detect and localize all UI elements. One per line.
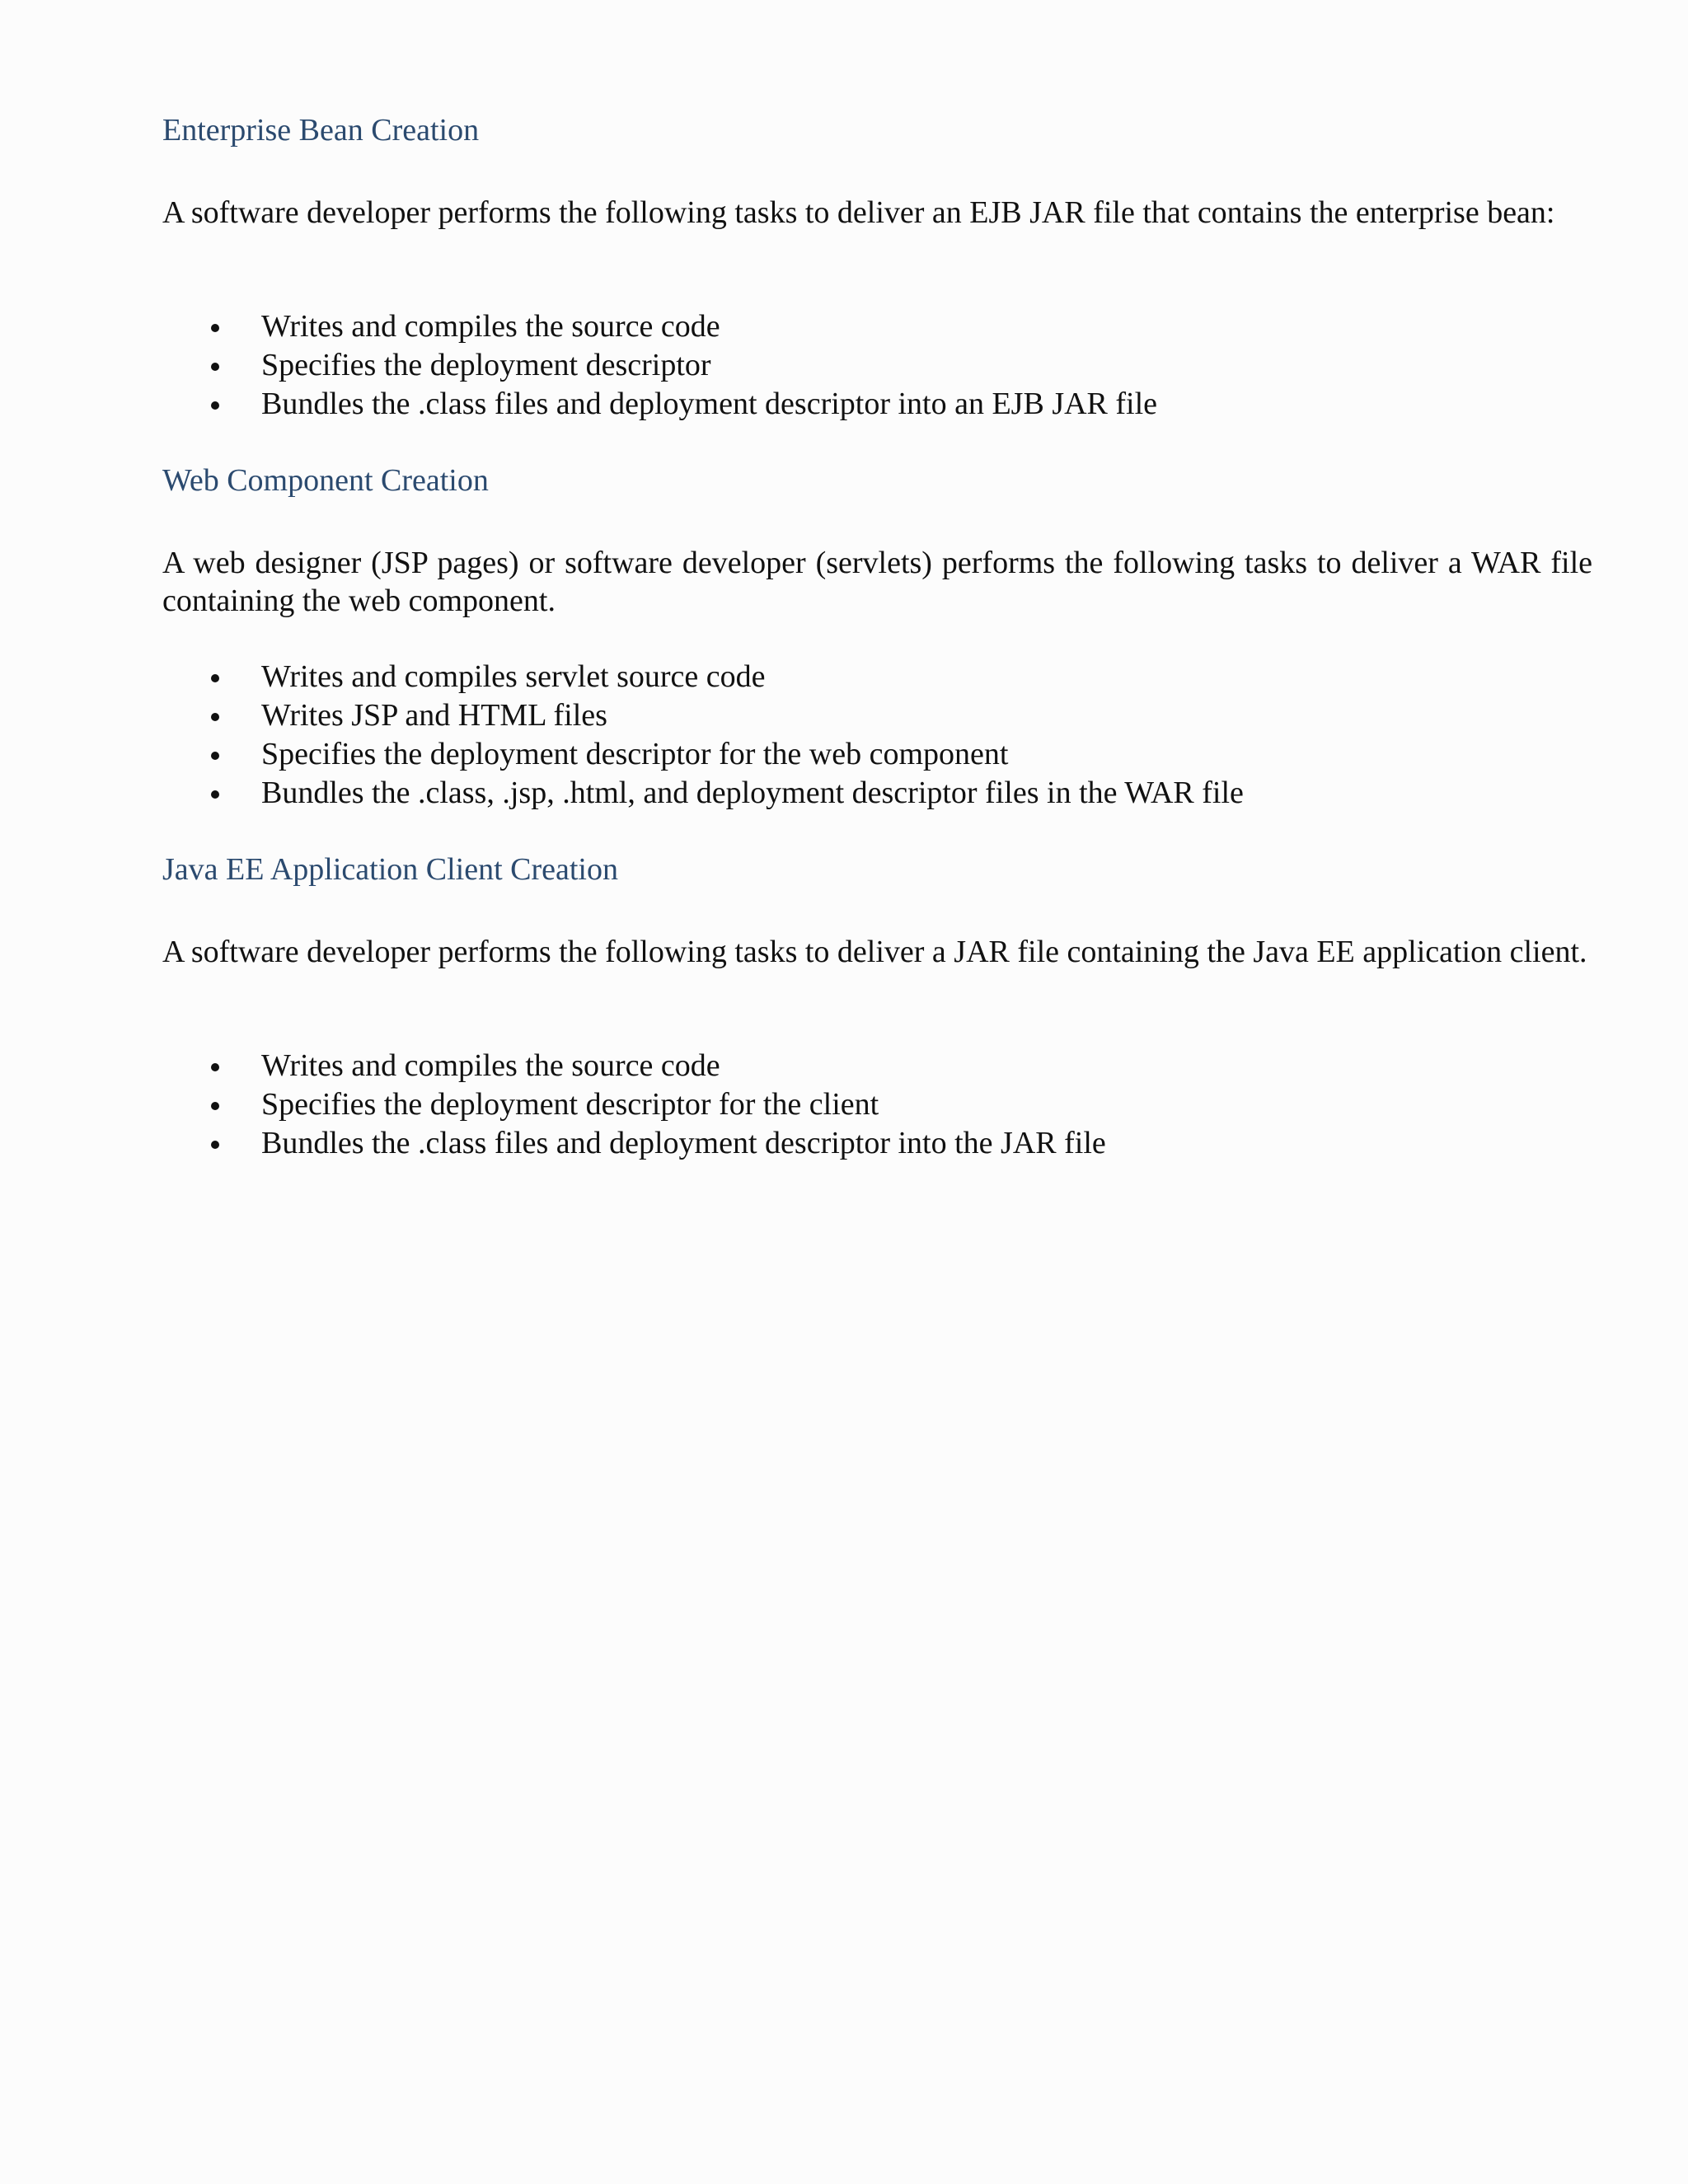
list-item-text: Specifies the deployment descriptor for the client [261, 1087, 879, 1122]
list-item-text: Writes JSP and HTML files [261, 698, 607, 733]
bullet-list [162, 658, 1592, 813]
list-item [162, 385, 1592, 424]
bullet-icon [211, 1063, 219, 1071]
list-item [162, 307, 1592, 346]
bullet-icon [211, 1102, 219, 1110]
bullet-icon [211, 363, 219, 371]
list-item [162, 346, 1592, 385]
list-item [162, 774, 1592, 813]
section-paragraph: A web designer (JSP pages) or software developer (servlets) performs the following tasks to deliver a WAR file containing the web component. [162, 546, 1592, 618]
bullet-list [162, 1047, 1592, 1163]
list-item-text: Bundles the .class files and deployment descriptor into the JAR file [261, 1126, 1106, 1160]
bullet-icon [211, 401, 219, 410]
bullet-icon [211, 324, 219, 332]
section-paragraph: A software developer performs the following tasks to deliver a JAR file containing the Java EE application client. [162, 935, 1587, 969]
list-item-text: Specifies the deployment descriptor [261, 348, 711, 382]
bullet-icon [211, 1141, 219, 1149]
list-item [162, 696, 1592, 735]
section-heading: Web Component Creation [162, 463, 489, 498]
list-item [162, 1124, 1592, 1163]
list-item-text: Writes and compiles servlet source code [261, 659, 766, 694]
section-paragraph: A software developer performs the following tasks to deliver an EJB JAR file that contains the enterprise bean: [162, 195, 1555, 230]
list-item-text: Writes and compiles the source code [261, 1048, 720, 1083]
list-item-text: Writes and compiles the source code [261, 309, 720, 344]
bullet-list [162, 307, 1592, 424]
list-item [162, 735, 1592, 774]
section-heading: Enterprise Bean Creation [162, 113, 480, 148]
bullet-icon [211, 713, 219, 721]
list-item-text: Specifies the deployment descriptor for the web component [261, 737, 1009, 771]
list-item [162, 658, 1592, 696]
list-item-text: Bundles the .class, .jsp, .html, and deployment descriptor files in the WAR file [261, 776, 1244, 810]
list-item [162, 1085, 1592, 1124]
list-item-text: Bundles the .class files and deployment descriptor into an EJB JAR file [261, 387, 1158, 421]
list-item [162, 1047, 1592, 1085]
bullet-icon [211, 790, 219, 799]
bullet-icon [211, 752, 219, 760]
bullet-icon [211, 674, 219, 682]
section-heading: Java EE Application Client Creation [162, 852, 618, 887]
